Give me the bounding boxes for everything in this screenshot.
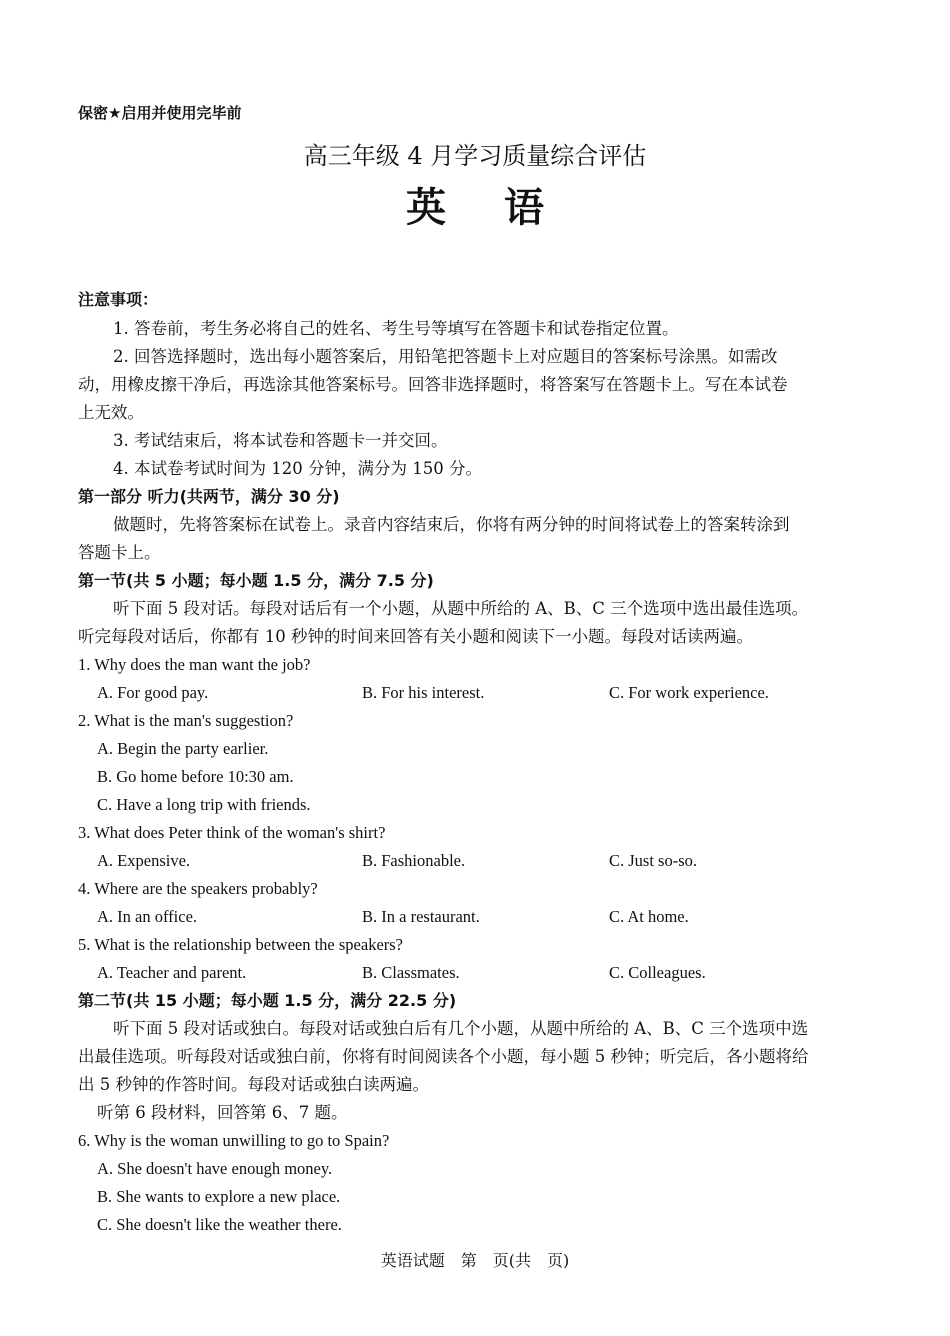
- note-1: 1. 答卷前，考生务必将自己的姓名、考生号等填写在答题卡和试卷指定位置。: [113, 319, 679, 338]
- question-5-stem: 5. What is the relationship between the speakers?: [78, 935, 404, 954]
- question-6-option-b: B. She wants to explore a new place.: [97, 1187, 341, 1206]
- question-4-option-c: C. At home.: [609, 907, 689, 926]
- page-footer: 英语试题 第 页(共 页): [380, 1251, 570, 1270]
- question-3-option-c: C. Just so-so.: [609, 851, 698, 870]
- section2-intro-line-1: 听下面 5 段对话或独白。每段对话或独白后有几个小题，从题中所给的 A、B、C 三个选项中选: [113, 1019, 809, 1038]
- question-4-option-a: A. In an office.: [97, 907, 198, 926]
- question-3-option-b: B. Fashionable.: [362, 851, 466, 870]
- section2-heading: 第二节(共 15 小题；每小题 1.5 分，满分 22.5 分): [78, 991, 457, 1010]
- question-4-option-b: B. In a restaurant.: [362, 907, 480, 926]
- section1-intro-line-1: 听下面 5 段对话。每段对话后有一个小题，从题中所给的 A、B、C 三个选项中选出最佳选项。: [113, 599, 809, 618]
- question-2-option-a: A. Begin the party earlier.: [97, 739, 269, 758]
- part1-intro-line-2: 答题卡上。: [78, 543, 161, 562]
- question-6-stem: 6. Why is the woman unwilling to go to Spain?: [78, 1131, 390, 1150]
- question-6-option-c: C. She doesn't like the weather there.: [97, 1215, 342, 1234]
- section1-intro-line-2: 听完每段对话后，你都有 10 秒钟的时间来回答有关小题和阅读下一小题。每段对话读两遍。: [78, 627, 753, 646]
- question-2-option-c: C. Have a long trip with friends.: [97, 795, 311, 814]
- note-4: 4. 本试卷考试时间为 120 分钟，满分为 150 分。: [113, 459, 482, 478]
- section2-intro-line-3: 出 5 秒钟的作答时间。每段对话或独白读两遍。: [78, 1075, 429, 1094]
- material-6-instruction: 听第 6 段材料，回答第 6、7 题。: [97, 1103, 348, 1122]
- question-6-option-a: A. She doesn't have enough money.: [97, 1159, 333, 1178]
- question-3-stem: 3. What does Peter think of the woman's shirt?: [78, 823, 386, 842]
- question-1-option-b: B. For his interest.: [362, 683, 485, 702]
- note-3: 3. 考试结束后，将本试卷和答题卡一并交回。: [113, 431, 448, 450]
- note-2-line-1: 2. 回答选择题时，选出每小题答案后，用铅笔把答题卡上对应题目的答案标号涂黑。如需改: [113, 347, 778, 366]
- confidential-notice: 保密★启用并使用完毕前: [78, 104, 242, 122]
- question-2-stem: 2. What is the man's suggestion?: [78, 711, 294, 730]
- exam-title: 高三年级 4 月学习质量综合评估: [303, 142, 647, 170]
- section2-intro-line-2: 出最佳选项。听每段对话或独白前，你将有时间阅读各个小题，每小题 5 秒钟；听完后，各小题将给: [78, 1047, 809, 1066]
- subject-title: 英语: [406, 185, 602, 231]
- question-2-option-b: B. Go home before 10:30 am.: [97, 767, 294, 786]
- question-4-stem: 4. Where are the speakers probably?: [78, 879, 318, 898]
- question-1-option-a: A. For good pay.: [97, 683, 209, 702]
- part1-intro-line-1: 做题时，先将答案标在试卷上。录音内容结束后，你将有两分钟的时间将试卷上的答案转涂到: [113, 515, 790, 534]
- section1-heading: 第一节(共 5 小题；每小题 1.5 分，满分 7.5 分): [78, 571, 434, 590]
- question-3-option-a: A. Expensive.: [97, 851, 191, 870]
- question-1-stem: 1. Why does the man want the job?: [78, 655, 311, 674]
- question-1-option-c: C. For work experience.: [609, 683, 769, 702]
- question-5-option-b: B. Classmates.: [362, 963, 460, 982]
- part1-heading: 第一部分 听力(共两节，满分 30 分): [78, 487, 340, 506]
- question-5-option-a: A. Teacher and parent.: [97, 963, 247, 982]
- question-5-option-c: C. Colleagues.: [609, 963, 706, 982]
- note-2-line-2: 动，用橡皮擦干净后，再选涂其他答案标号。回答非选择题时，将答案写在答题卡上。写在本试卷: [78, 375, 788, 394]
- note-2-line-3: 上无效。: [78, 403, 144, 422]
- notes-heading: 注意事项：: [78, 290, 159, 309]
